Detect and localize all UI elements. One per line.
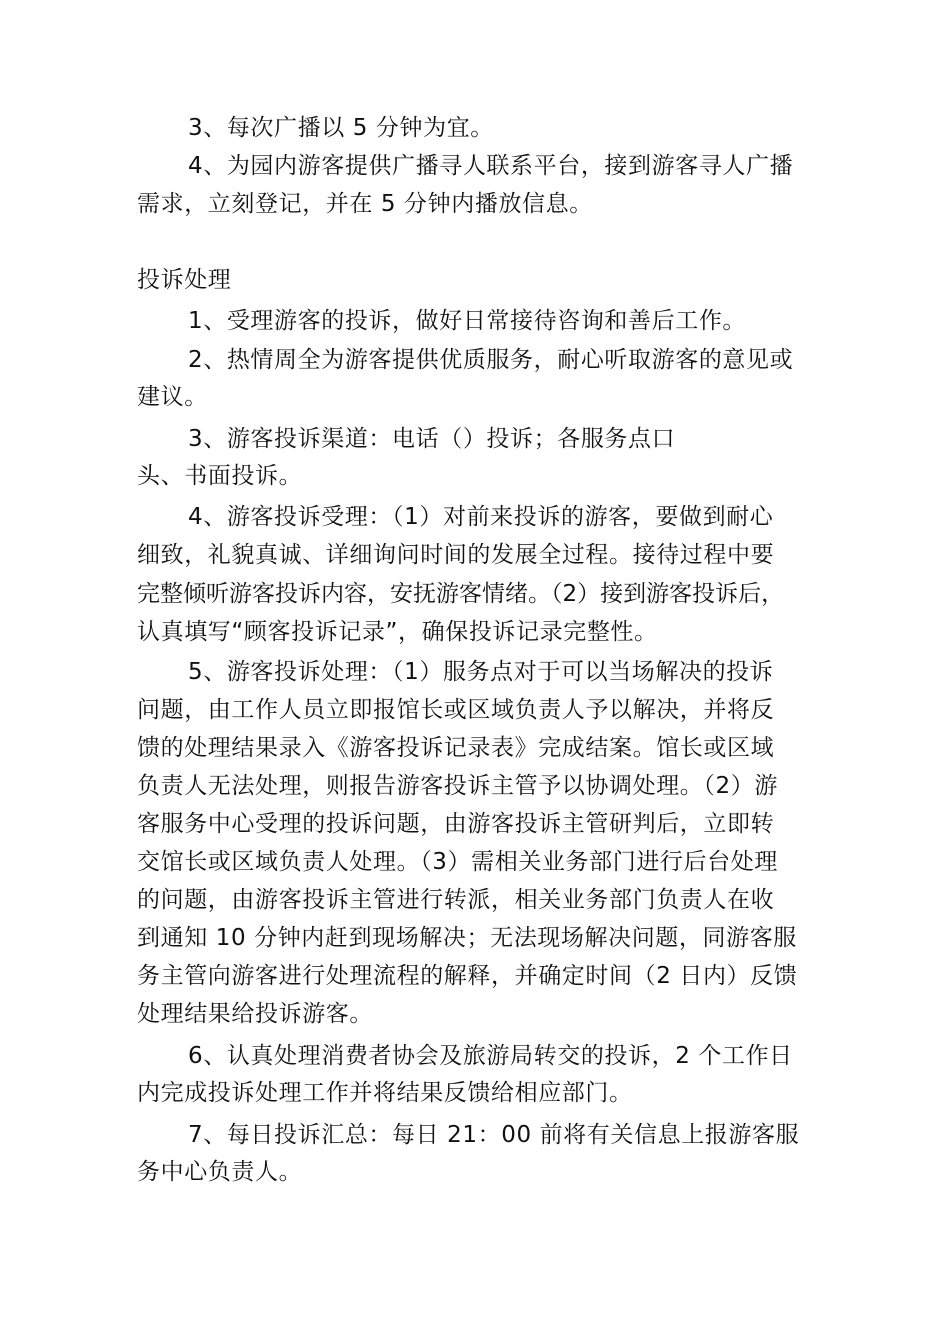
- complaint-line: 建议。: [137, 384, 208, 410]
- complaint-line: 客服务中心受理的投诉问题，由游客投诉主管研判后，立即转: [137, 811, 775, 837]
- complaint-line: 的问题，由游客投诉主管进行转派，相关业务部门负责人在收: [137, 887, 775, 913]
- complaint-line: 务中心负责人。: [137, 1159, 303, 1185]
- broadcast-item-4-line-1: 4、为园内游客提供广播寻人联系平台，接到游客寻人广播: [188, 153, 794, 179]
- complaint-line: 处理结果给投诉游客。: [137, 1001, 373, 1027]
- complaint-line: 问题，由工作人员立即报馆长或区域负责人予以解决，并将反: [137, 697, 775, 723]
- complaint-line: 头、书面投诉。: [137, 463, 303, 489]
- complaint-line: 内完成投诉处理工作并将结果反馈给相应部门。: [137, 1080, 633, 1106]
- section-heading-complaint: 投诉处理: [137, 267, 232, 293]
- complaint-line: 务主管向游客进行处理流程的解释，并确定时间（2 日内）反馈: [137, 963, 798, 989]
- complaint-line: 馈的处理结果录入《游客投诉记录表》完成结案。馆长或区域: [137, 735, 775, 761]
- complaint-line: 认真填写“顾客投诉记录”，确保投诉记录完整性。: [137, 619, 658, 645]
- complaint-line: 负责人无法处理，则报告游客投诉主管予以协调处理。（2）游: [137, 773, 778, 799]
- complaint-line: 细致，礼貌真诚、详细询问时间的发展全过程。接待过程中要: [137, 542, 775, 568]
- complaint-line: 4、游客投诉受理：（1）对前来投诉的游客，要做到耐心: [188, 504, 774, 530]
- broadcast-item-4-line-2: 需求，立刻登记，并在 5 分钟内播放信息。: [137, 191, 593, 217]
- broadcast-item-3: 3、每次广播以 5 分钟为宜。: [188, 115, 494, 141]
- complaint-line: 2、热情周全为游客提供优质服务，耐心听取游客的意见或: [188, 347, 794, 373]
- complaint-line: 完整倾听游客投诉内容，安抚游客情绪。（2）接到游客投诉后，: [137, 581, 785, 607]
- complaint-line: 5、游客投诉处理：（1）服务点对于可以当场解决的投诉: [188, 659, 774, 685]
- complaint-line: 7、每日投诉汇总：每日 21：00 前将有关信息上报游客服: [188, 1122, 800, 1148]
- complaint-line: 6、认真处理消费者协会及旅游局转交的投诉，2 个工作日: [188, 1043, 793, 1069]
- complaint-line: 3、游客投诉渠道：电话（）投诉；各服务点口: [188, 426, 676, 452]
- complaint-line: 1、受理游客的投诉，做好日常接待咨询和善后工作。: [188, 308, 747, 334]
- complaint-line: 交馆长或区域负责人处理。（3）需相关业务部门进行后台处理: [137, 849, 778, 875]
- complaint-line: 到通知 10 分钟内赶到现场解决；无法现场解决问题，同游客服: [137, 925, 797, 951]
